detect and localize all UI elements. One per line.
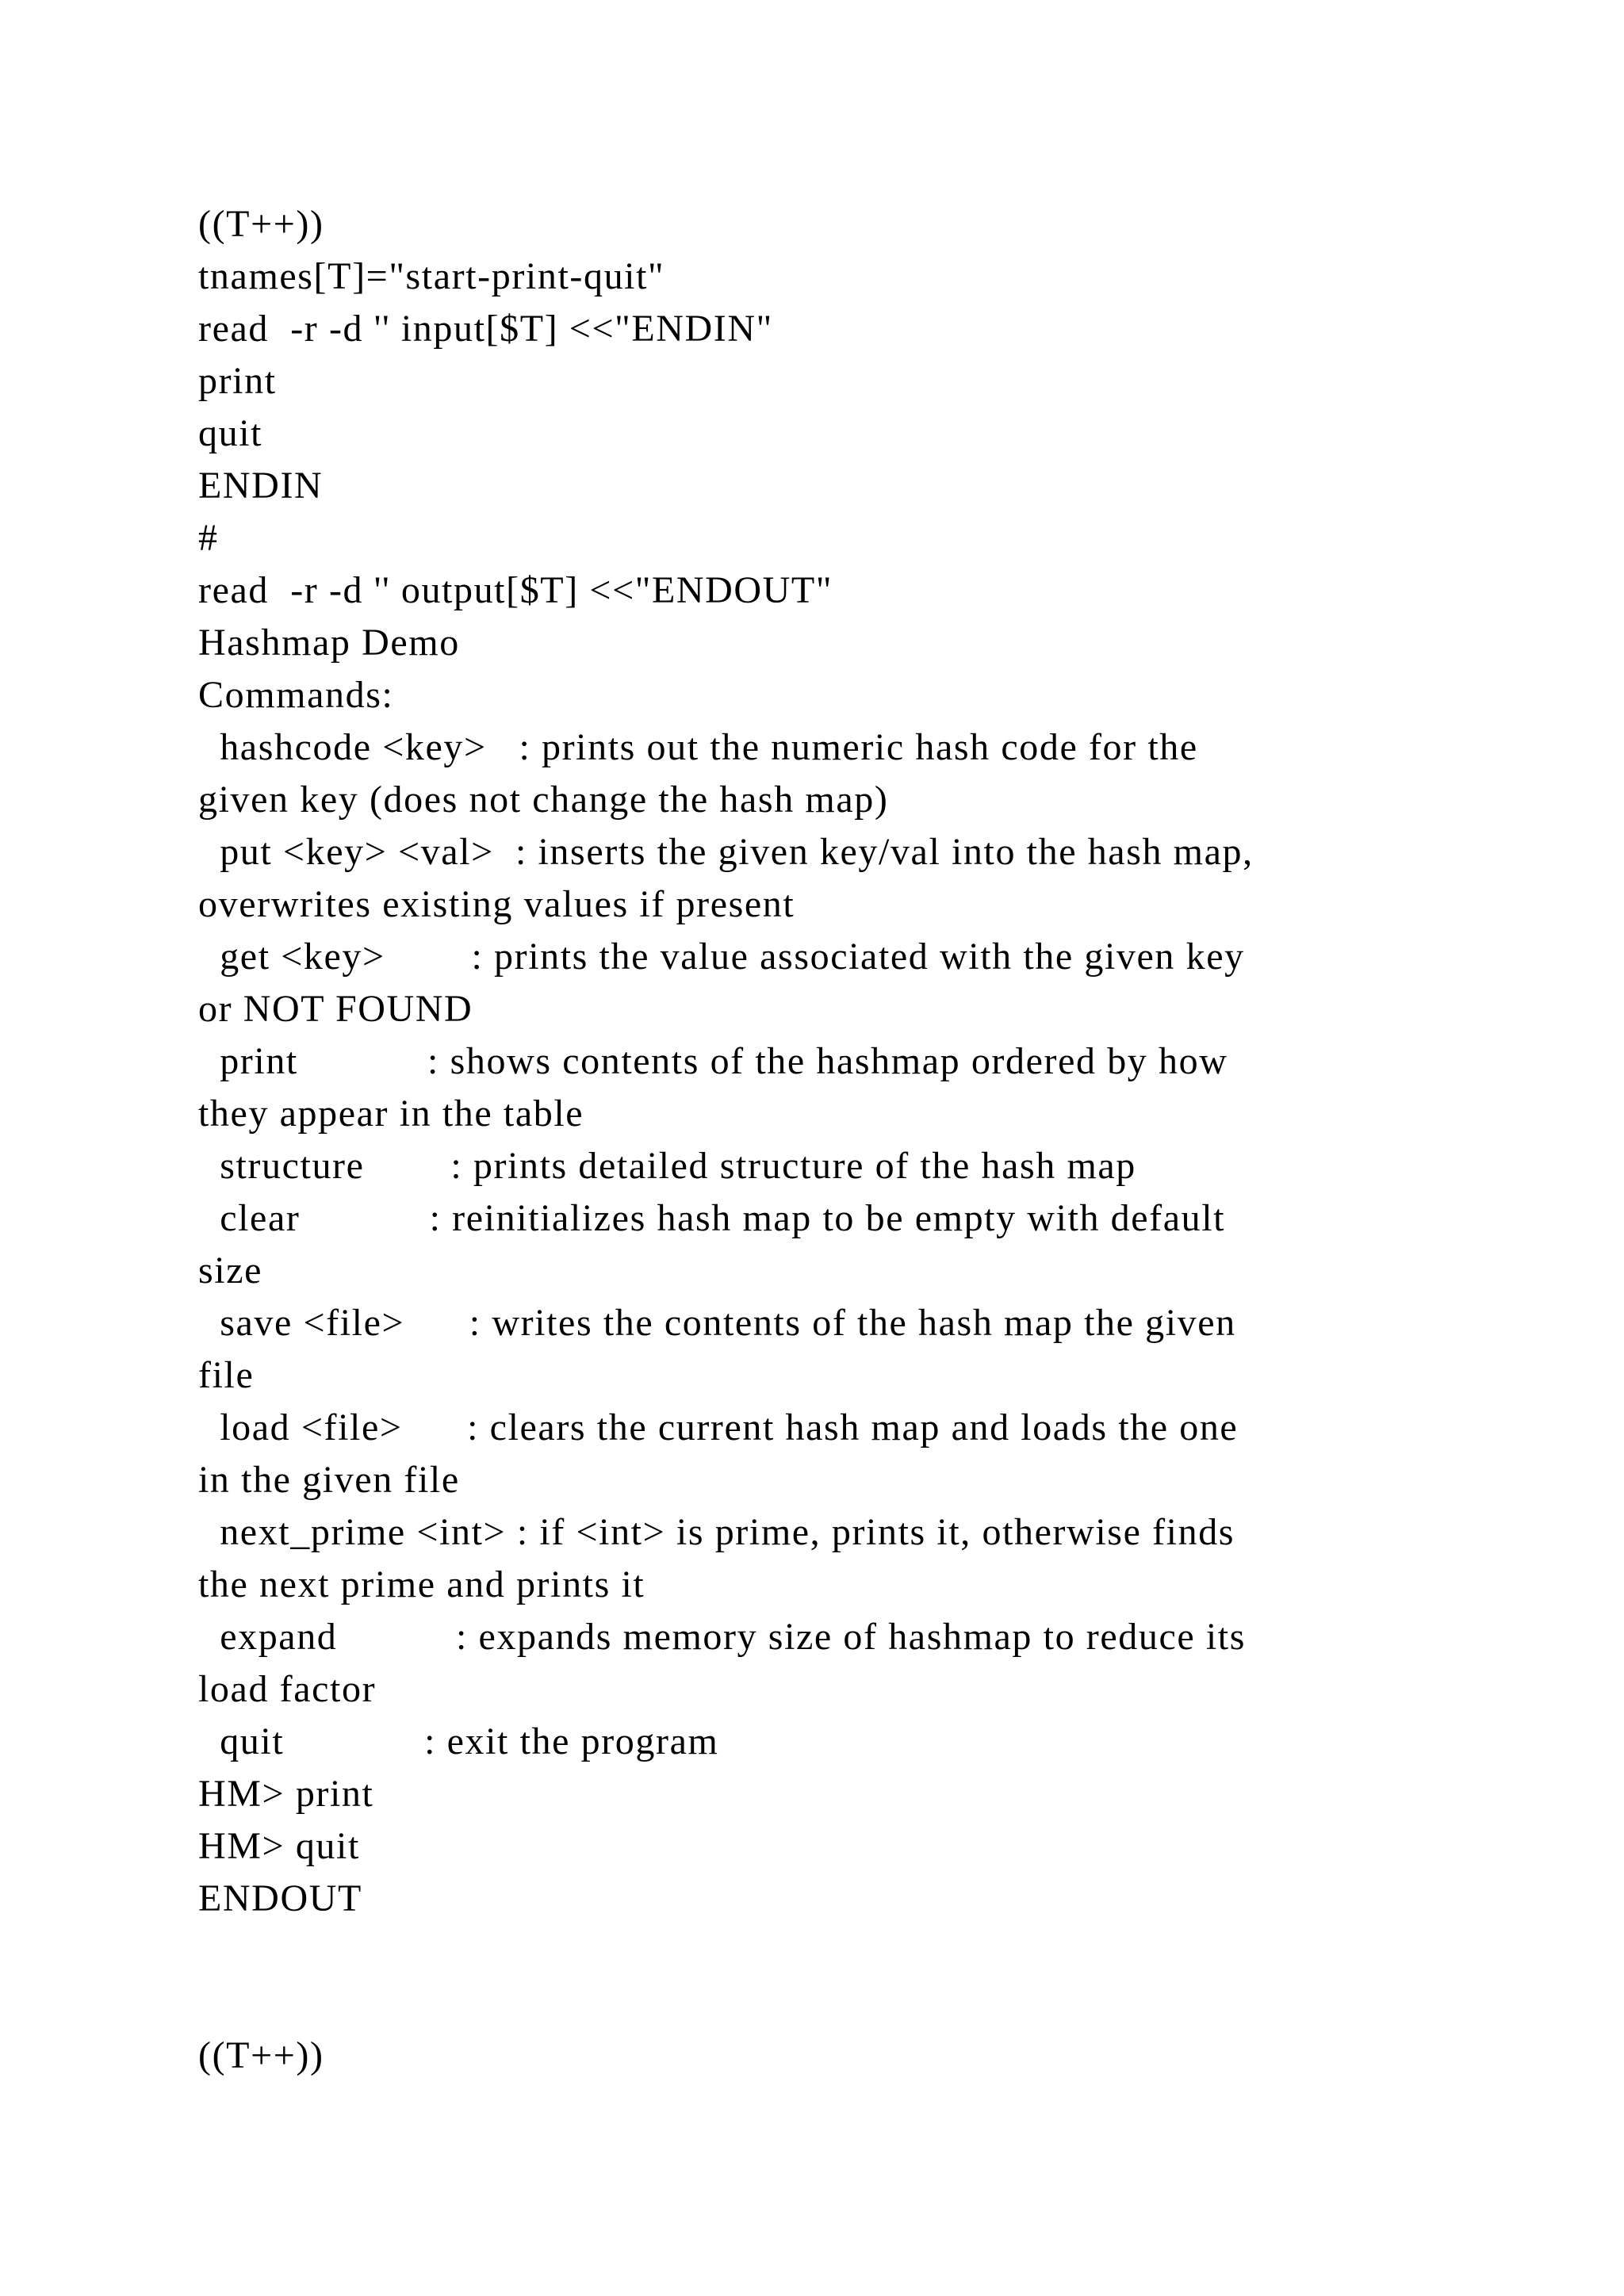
text-line: given key (does not change the hash map) (198, 779, 889, 821)
text-line: read -r -d '' input[$T] <<"ENDIN" (198, 308, 773, 350)
text-line: ENDIN (198, 465, 324, 507)
text-line: Hashmap Demo (198, 622, 460, 664)
text-line: print : shows contents of the hashmap ordered by how (198, 1040, 1228, 1082)
code-text-block (198, 198, 1435, 2082)
text-line: size (198, 1249, 263, 1292)
text-line: load factor (198, 1668, 377, 1710)
text-line: ENDOUT (198, 1877, 362, 1919)
text-line: overwrites existing values if present (198, 883, 795, 925)
text-line: in the given file (198, 1459, 460, 1501)
text-line: quit : exit the program (198, 1720, 719, 1762)
text-line: HM> print (198, 1773, 374, 1815)
text-line: expand : expands memory size of hashmap to reduce its (198, 1616, 1247, 1658)
text-line: or NOT FOUND (198, 988, 473, 1030)
text-line: # (198, 517, 219, 559)
text-line: HM> quit (198, 1825, 360, 1867)
text-line: save <file> : writes the contents of the hash map the given (198, 1302, 1236, 1344)
text-line: get <key> : prints the value associated with the given key (198, 936, 1245, 978)
text-line: load <file> : clears the current hash map and loads the one (198, 1406, 1239, 1448)
text-line: ((T++)) (198, 2034, 324, 2076)
text-line: print (198, 360, 277, 402)
text-line: file (198, 1354, 255, 1396)
blank-line (198, 1925, 1435, 1977)
blank-line (198, 1977, 1435, 2030)
text-line: clear : reinitializes hash map to be empty with default (198, 1197, 1226, 1239)
text-line: they appear in the table (198, 1093, 584, 1135)
text-line: structure : prints detailed structure of the hash map (198, 1145, 1136, 1187)
text-line: read -r -d '' output[$T] <<"ENDOUT" (198, 569, 833, 611)
text-line: quit (198, 412, 263, 454)
text-line: next_prime <int> : if <int> is prime, prints it, otherwise finds (198, 1511, 1235, 1553)
text-line: ((T++)) (198, 203, 324, 245)
text-line: hashcode <key> : prints out the numeric hash code for the (198, 726, 1198, 768)
text-line: Commands: (198, 674, 394, 716)
text-line: the next prime and prints it (198, 1563, 645, 1605)
text-line: tnames[T]="start-print-quit" (198, 255, 665, 297)
text-line: put <key> <val> : inserts the given key/val into the hash map, (198, 831, 1254, 873)
